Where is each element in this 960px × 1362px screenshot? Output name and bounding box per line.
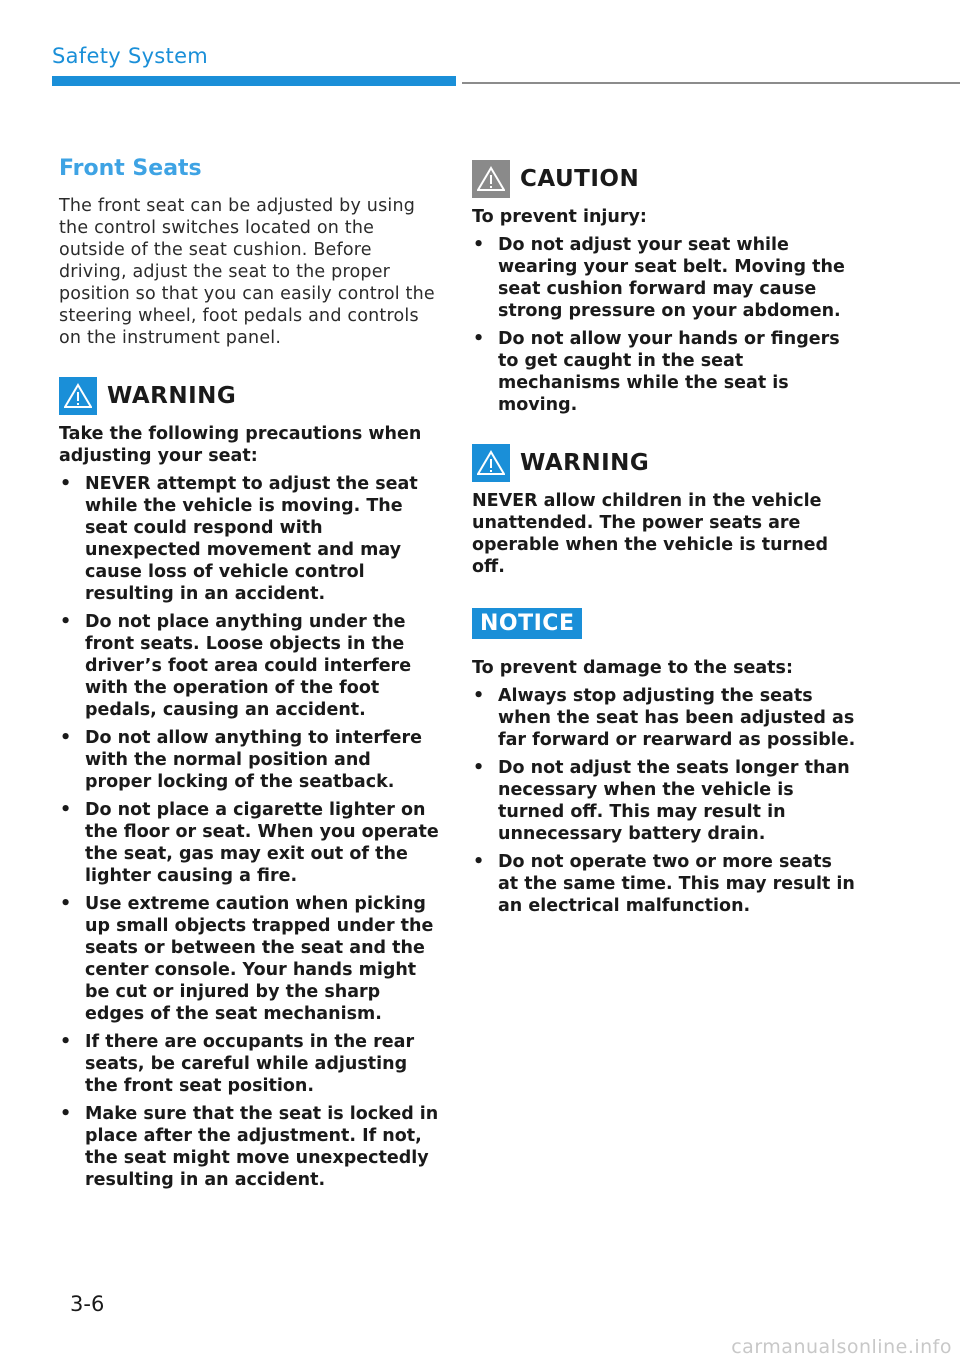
left-column (59, 156, 439, 1197)
list-item: • NEVER attempt to adjust the seat while the vehicle is moving. The seat could respond with unexpected movement and may cause loss of vehicle control resulting in an accident. (60, 474, 418, 604)
caution-title: CAUTION (520, 166, 640, 192)
list-item: • Always stop adjusting the seats when the seat has been adjusted as far forward or rearward as possible. (473, 686, 856, 750)
warning-title: WARNING (520, 450, 650, 476)
list-item: • Do not allow anything to interfere with the normal position and proper locking of the seatback. (60, 728, 423, 792)
right-column (472, 160, 857, 923)
warning-list (59, 473, 439, 1191)
notice-badge: NOTICE (472, 608, 582, 639)
list-item: • Make sure that the seat is locked in place after the adjustment. If not, the seat might move unexpectedly resulting in an accident. (60, 1104, 439, 1190)
notice-lead: To prevent damage to the seats: (472, 658, 793, 678)
warning-title: WARNING (107, 383, 237, 409)
caution-triangle-icon (472, 160, 510, 198)
warning-triangle-icon (59, 377, 97, 415)
caution-list (472, 234, 857, 416)
warning-text: NEVER allow children in the vehicle unattended. The power seats are operable when the vehicle is turned off. (472, 491, 829, 577)
front-seats-heading: Front Seats (59, 156, 202, 181)
watermark: carmanualsonline.info (731, 1336, 952, 1358)
notice-list (472, 685, 857, 917)
list-item: • Do not adjust the seats longer than necessary when the vehicle is turned off. This may result in unnecessary battery drain. (473, 758, 850, 844)
warning-lead: Take the following precautions when adjusting your seat: (59, 424, 422, 466)
list-item: • Do not operate two or more seats at the same time. This may result in an electrical malfunction. (473, 852, 855, 916)
notice-box (472, 608, 857, 917)
list-item: • Do not adjust your seat while wearing your seat belt. Moving the seat cushion forward may cause strong pressure on your abdomen. (473, 235, 845, 321)
warning-box-seat-adjust (59, 377, 439, 1191)
front-seats-intro: The front seat can be adjusted by using the control switches located on the outside of the seat cushion. Before driving, adjust the seat to the proper position so that you can easily control the steering wheel, foot pedals and controls on the instrument panel. (59, 196, 435, 348)
header-rule-divider (462, 82, 960, 84)
caution-lead: To prevent injury: (472, 207, 647, 227)
header-rule-accent (52, 76, 456, 86)
list-item: • Do not place anything under the front seats. Loose objects in the driver’s foot area could interfere with the operation of the foot pedals, causing an accident. (60, 612, 412, 720)
warning-box-children (472, 444, 857, 578)
warning-triangle-icon (472, 444, 510, 482)
list-item: • Do not allow your hands or fingers to get caught in the seat mechanisms while the seat is moving. (473, 329, 840, 415)
list-item: • If there are occupants in the rear seats, be careful while adjusting the front seat position. (60, 1032, 415, 1096)
section-title: Safety System (52, 44, 209, 68)
page-number: 3-6 (70, 1292, 105, 1316)
caution-box (472, 160, 857, 416)
list-item: • Use extreme caution when picking up small objects trapped under the seats or between the seat and the center console. Your hands might be cut or injured by the sharp edges of the seat mechanism. (60, 894, 434, 1024)
list-item: • Do not place a cigarette lighter on the floor or seat. When you operate the seat, gas may exit out of the lighter causing a fire. (60, 800, 439, 886)
